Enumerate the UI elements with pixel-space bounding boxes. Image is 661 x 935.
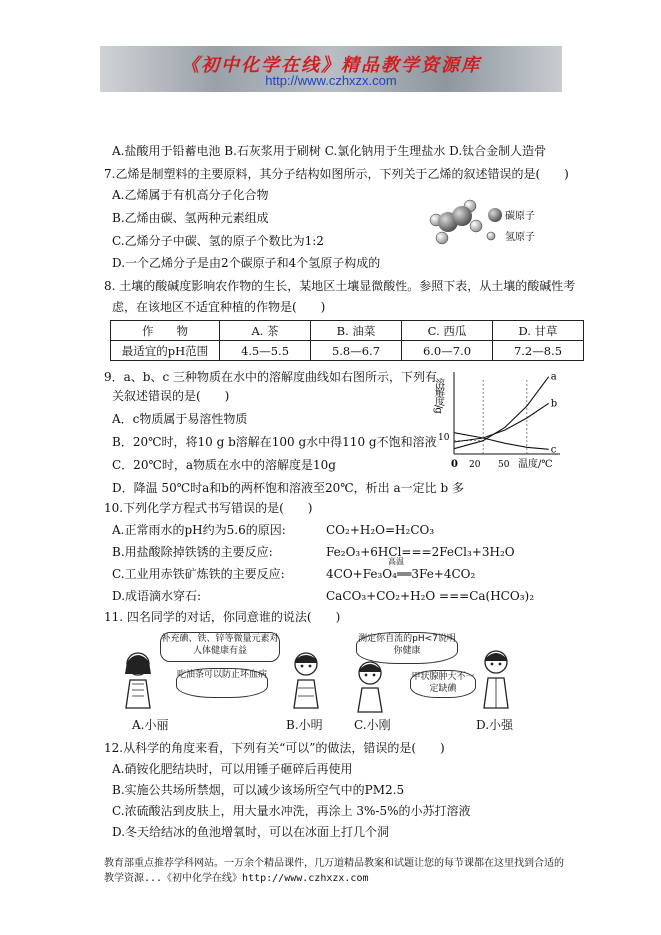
legend-hydrogen-label: 氢原子: [505, 232, 535, 243]
banner-title: 《初中化学在线》精品教学资源库: [181, 55, 481, 76]
hydrogen-atom: [470, 220, 482, 232]
q9-option-c: C．20℃时，a物质在水中的溶解度是10g: [112, 458, 336, 472]
student-xiaoli-figure: [118, 650, 158, 710]
table-cell: 最适宜的pH范围: [111, 341, 220, 361]
q9-option-a: A．c物质属于易溶性物质: [112, 412, 248, 426]
table-cell: 7.2—8.5: [493, 341, 584, 361]
x-tick-0: 0: [451, 459, 458, 470]
speech-bubble-xiaoming: 吃油条可以防止坏血病: [176, 668, 268, 698]
q11-option-d: D.小强: [476, 718, 514, 732]
table-header-cell: B. 油菜: [311, 321, 402, 341]
curve-b: [454, 403, 549, 442]
solubility-chart: [432, 366, 566, 474]
q7-option-b: B.乙烯由碳、氢两种元素组成: [112, 211, 269, 225]
q10-option-a-label: A.正常雨水的pH约为5.6的原因:: [112, 523, 286, 537]
curve-label-a: a: [550, 371, 557, 383]
banner-url[interactable]: http://www.czhxzx.com: [265, 73, 397, 88]
x-tick-20: 20: [469, 460, 481, 470]
q12-stem: 12.从科学的角度来看，下列有关“可以”的做法，错误的是( ): [104, 741, 445, 755]
page-footer: [104, 856, 564, 886]
q9-stem-line1: 9．a、b、c 三种物质在水中的溶解度曲线如右图所示，下列有: [104, 370, 438, 384]
table-cell: 5.8—6.7: [311, 341, 402, 361]
hydrogen-atom: [436, 232, 448, 244]
q7-option-d: D.一个乙烯分子是由2个碳原子和4个氢原子构成的: [112, 256, 381, 270]
q7-option-a: A.乙烯属于有机高分子化合物: [112, 188, 269, 202]
student-xiaogang-figure: [350, 660, 390, 714]
header-banner: [100, 46, 562, 92]
hydrogen-legend-icon: [487, 232, 495, 240]
speech-bubble-xiaoqiang: 甲状腺肿大不一定缺碘: [410, 670, 476, 698]
student-xiaoqiang-figure: [476, 648, 516, 710]
table-row: [111, 321, 584, 341]
table-header-cell: D. 甘草: [493, 321, 584, 341]
x-axis-label: 温度/℃: [518, 459, 553, 470]
q12-option-c: C.浓硫酸沾到皮肤上，用大量水冲洗，再涂上 3%-5%的小苏打溶液: [112, 804, 471, 818]
x-tick-50: 50: [498, 460, 510, 470]
legend-carbon-label: 碳原子: [505, 211, 535, 222]
table-cell: 6.0—7.0: [402, 341, 493, 361]
table-header-cell: C. 西瓜: [402, 321, 493, 341]
q7-stem: 7.乙烯是制塑料的主要原料，其分子结构如图所示，下列关于乙烯的叙述错误的是( ): [104, 167, 569, 181]
q11-option-c: C.小刚: [354, 718, 391, 732]
carbon-legend-icon: [488, 208, 502, 222]
q11-option-a: A.小丽: [132, 718, 169, 732]
curve-c: [454, 433, 549, 450]
q9-stem-line2: 关叙述错误的是( ): [112, 389, 230, 403]
footer-line-1: 教育部重点推荐学科网站。一万余个精品课件，几万道精品教案和试题让您的每节课都在这里找到合适的: [104, 858, 564, 869]
speech-bubble-xiaogang: 测定你自流的pH<7说明你健康: [356, 632, 458, 664]
ph-table: [110, 320, 584, 361]
footer-line-2: 教学资源...《初中化学在线》http://www.czhxzx.com: [104, 873, 369, 884]
speech-bubble-xiaoli: 补充碘、铁、锌等微量元素对人体健康有益: [160, 632, 280, 662]
q10-option-b-equation: Fe₂O₃+6HCl===2FeCl₃+3H₂O: [326, 545, 515, 559]
carbon-atom: [452, 206, 472, 226]
table-row: [111, 341, 584, 361]
q6-options: A.盐酸用于铅蓄电池 B.石灰浆用于刷树 C.氯化钠用于生理盐水 D.钛合金制人造骨: [112, 144, 547, 158]
q8-stem-line2: 虑，在该地区不适宜种植的作物是( ): [112, 300, 326, 314]
y-tick-10: 10: [438, 433, 450, 443]
q9-option-d: D．降温 50℃时a和b的两杯饱和溶液至20℃，析出 a一定比 b 多: [112, 481, 464, 495]
table-header-cell: 作 物: [111, 321, 220, 341]
ethylene-molecule-diagram: [428, 198, 568, 250]
table-cell: 4.5—5.5: [220, 341, 311, 361]
q10-option-c-equation: 4CO+Fe₃O₄══3Fe+4CO₂: [326, 567, 476, 581]
student-xiaoming-figure: [286, 650, 326, 710]
table-header-cell: A. 茶: [220, 321, 311, 341]
q10-option-c-label: C.工业用赤铁矿炼铁的主要反应:: [112, 567, 285, 581]
y-axis-label: 溶解度/g: [432, 378, 444, 413]
q10-stem: 10.下列化学方程式书写错误的是( ): [104, 501, 313, 515]
q10-option-d-equation: CaCO₃+CO₂+H₂O ===Ca(HCO₃)₂: [326, 589, 535, 603]
q12-option-a: A.硝铵化肥结块时，可以用锤子砸碎后再使用: [112, 762, 353, 776]
q11-option-b: B.小明: [286, 718, 323, 732]
q10-option-d-label: D.成语滴水穿石:: [112, 589, 202, 603]
curve-label-b: b: [550, 398, 558, 410]
q9-option-b: B．20℃时，将10 g b溶解在100 g水中得110 g不饱和溶液: [112, 435, 437, 449]
q7-option-c: C.乙烯分子中碳、氢的原子个数比为1:2: [112, 234, 324, 248]
q12-option-d: D.冬天给结冰的鱼池增氧时，可以在冰面上打几个洞: [112, 825, 390, 839]
q10-option-b-label: B.用盐酸除掉铁锈的主要反应:: [112, 545, 273, 559]
reaction-condition-high-temp: 高温: [388, 557, 404, 566]
q10-option-a-equation: CO₂+H₂O=H₂CO₃: [326, 523, 435, 537]
q8-stem-line1: 8. 土壤的酸碱度影响农作物的生长，某地区土壤显微酸性。参照下表，从土壤的酸碱性考: [104, 279, 576, 293]
curve-label-c: c: [550, 444, 557, 456]
q11-stem: 11. 四名同学的对话，你同意谁的说法( ): [104, 610, 341, 624]
q12-option-b: B.实施公共场所禁烟，可以减少该场所空气中的PM2.5: [112, 783, 405, 797]
